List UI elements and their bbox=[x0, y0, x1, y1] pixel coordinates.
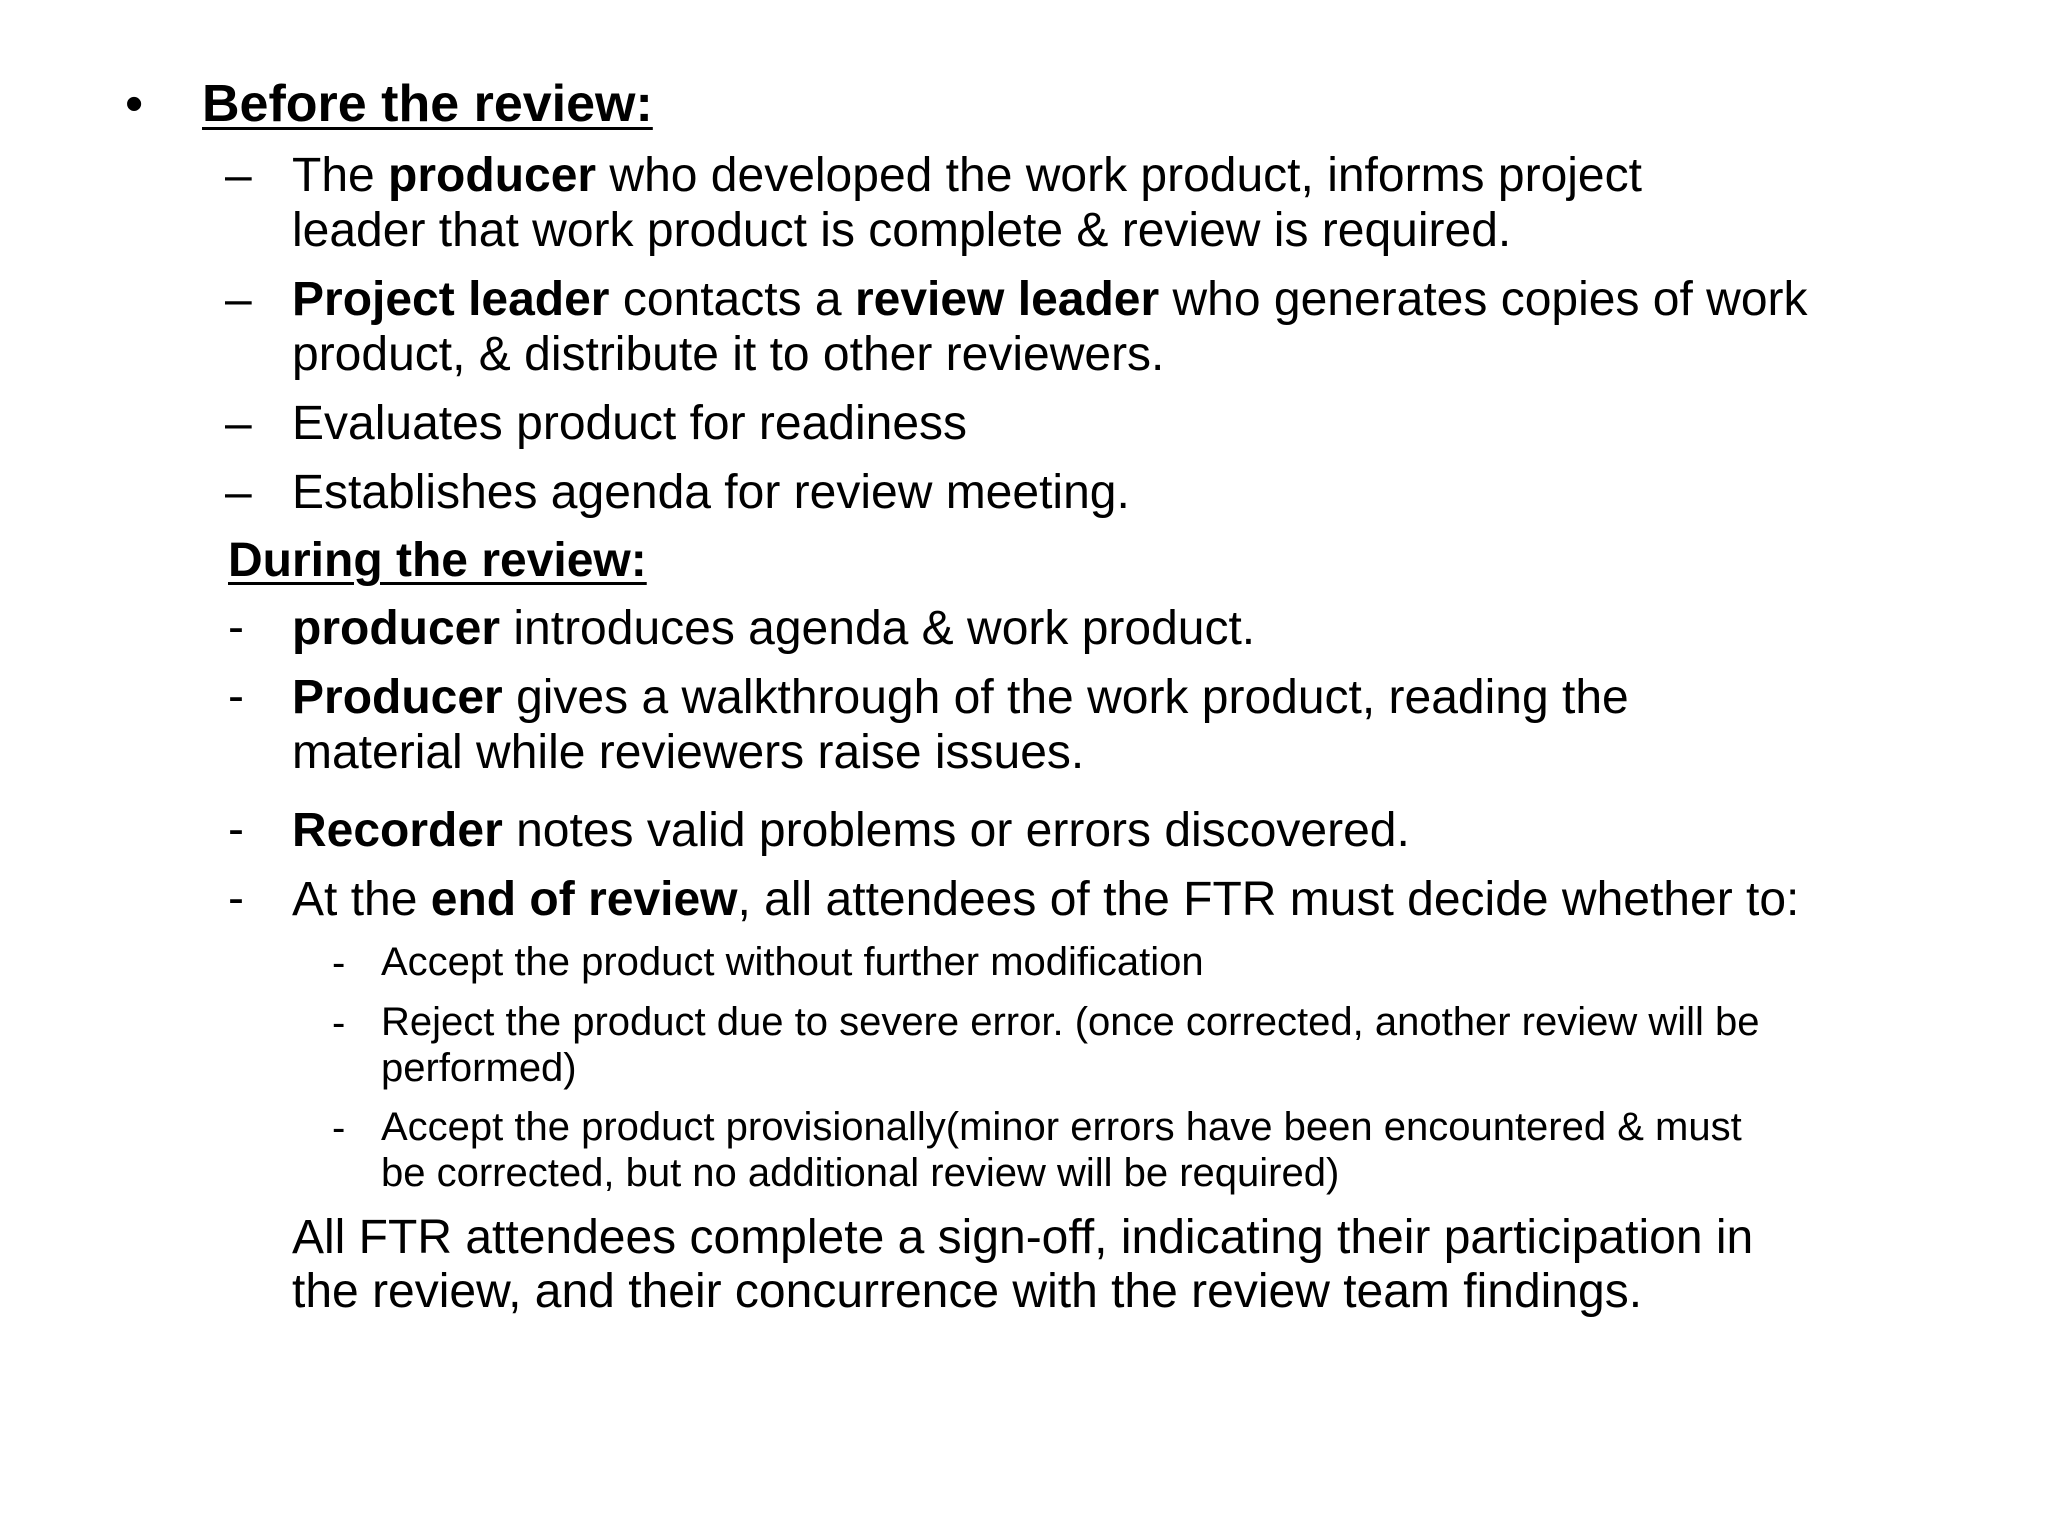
option-3: Accept the product provisionally(minor errors have been encountered & must bbox=[381, 1105, 1742, 1149]
bold-text: end of review bbox=[430, 873, 738, 926]
hyphen-marker: - bbox=[332, 1106, 346, 1150]
during-review-heading: During the review: bbox=[228, 534, 647, 587]
option-1: Accept the product without further modification bbox=[381, 940, 1204, 984]
during-item-3 bbox=[292, 803, 1410, 858]
before-item-3: Evaluates product for readiness bbox=[292, 397, 968, 450]
option-3-continuation: be corrected, but no additional review will be required) bbox=[381, 1151, 1340, 1195]
before-item-1-continuation: leader that work product is complete & review is required. bbox=[292, 204, 1512, 257]
en-dash-marker: – bbox=[225, 397, 252, 450]
during-item-4 bbox=[292, 872, 1799, 927]
bold-text: Project leader bbox=[292, 273, 610, 326]
hyphen-marker: - bbox=[332, 941, 346, 985]
bullet-dot-icon: • bbox=[125, 75, 144, 133]
text: who generates copies of work bbox=[1159, 273, 1808, 326]
closing-line-1: All FTR attendees complete a sign-off, indicating their participation in bbox=[292, 1211, 1754, 1264]
bold-text: producer bbox=[388, 149, 597, 202]
hyphen-marker: - bbox=[332, 1001, 346, 1045]
hyphen-marker: - bbox=[228, 601, 244, 654]
bold-text: Producer bbox=[292, 671, 503, 724]
en-dash-marker: – bbox=[225, 273, 252, 326]
text: At the bbox=[292, 873, 431, 926]
before-item-2 bbox=[292, 272, 1808, 327]
bold-text: Recorder bbox=[292, 804, 503, 857]
text: introduces agenda & work product. bbox=[500, 602, 1256, 655]
closing-line-2: the review, and their concurrence with the review team findings. bbox=[292, 1265, 1643, 1318]
bold-text: producer bbox=[292, 602, 501, 655]
text: notes valid problems or errors discovered. bbox=[502, 804, 1410, 857]
during-item-1 bbox=[292, 601, 1255, 656]
text: , all attendees of the FTR must decide whether to: bbox=[737, 873, 1800, 926]
before-item-1 bbox=[292, 148, 1642, 203]
before-item-4: Establishes agenda for review meeting. bbox=[292, 466, 1130, 519]
option-2-continuation: performed) bbox=[381, 1046, 577, 1090]
bold-text: review leader bbox=[854, 273, 1160, 326]
hyphen-marker: - bbox=[228, 670, 244, 723]
during-item-2-continuation: material while reviewers raise issues. bbox=[292, 726, 1085, 779]
en-dash-marker: – bbox=[225, 466, 252, 519]
hyphen-marker: - bbox=[228, 803, 244, 856]
en-dash-marker: – bbox=[225, 149, 252, 202]
hyphen-marker: - bbox=[228, 872, 244, 925]
text: gives a walkthrough of the work product, reading the bbox=[502, 671, 1629, 724]
before-item-2-continuation: product, & distribute it to other reviewers. bbox=[292, 328, 1165, 381]
text: who developed the work product, informs project bbox=[596, 149, 1642, 202]
text: The bbox=[292, 149, 389, 202]
during-item-2 bbox=[292, 670, 1629, 725]
option-2: Reject the product due to severe error. (once corrected, another review will be bbox=[381, 1000, 1760, 1044]
before-review-heading: Before the review: bbox=[202, 75, 653, 133]
text: contacts a bbox=[609, 273, 855, 326]
